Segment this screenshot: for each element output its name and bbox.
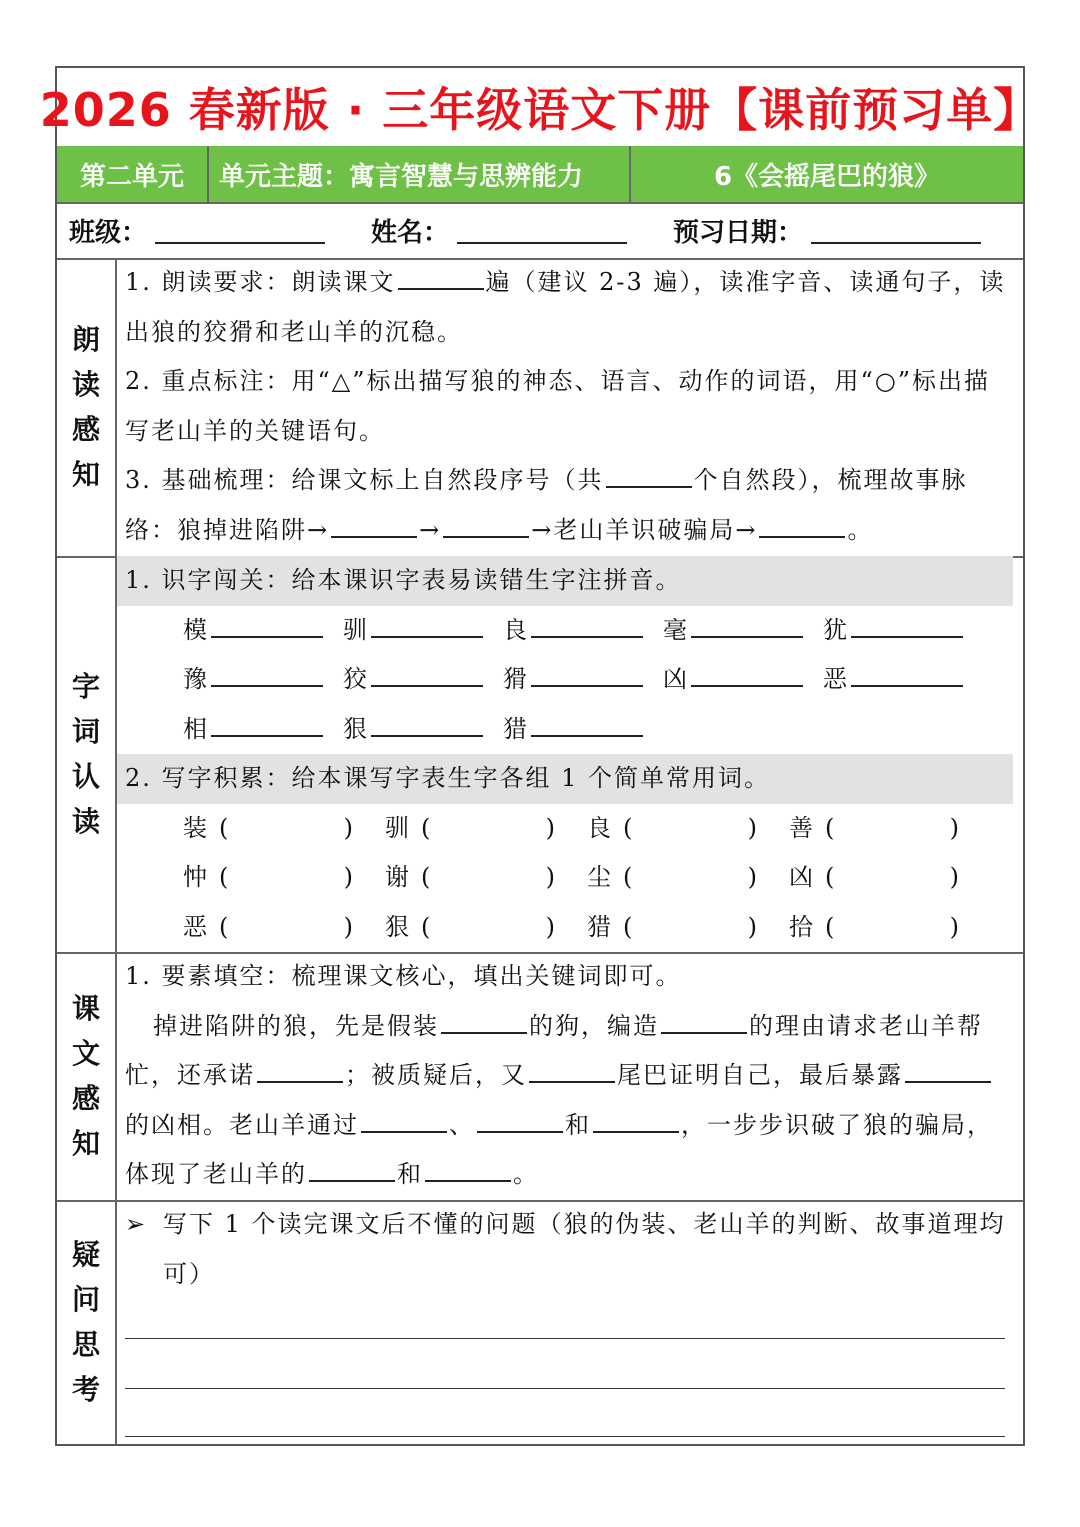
pinyin-blank[interactable] — [371, 614, 483, 638]
section-label-char: 感 — [71, 1082, 100, 1115]
paren-close: ) — [949, 863, 961, 891]
word-char: 尘 — [587, 863, 613, 891]
text-content — [125, 952, 1013, 1200]
pinyin-blank[interactable] — [531, 713, 643, 737]
word-group-cell[interactable] — [789, 853, 991, 903]
section-label-char: 文 — [71, 1037, 100, 1070]
fill-blank[interactable] — [477, 1109, 563, 1133]
pinyin-char: 相 — [183, 714, 209, 743]
pinyin-char: 豫 — [183, 665, 209, 693]
word-char: 良 — [587, 813, 613, 842]
plot-blank-1[interactable] — [331, 514, 417, 538]
paren-close: ) — [545, 863, 557, 891]
section-label-char: 朗 — [71, 323, 100, 356]
answer-line-1[interactable] — [125, 1338, 1005, 1339]
pinyin-blank[interactable] — [851, 614, 963, 638]
unit-theme: 单元主题：寓言智慧与思辨能力 — [209, 146, 631, 202]
section-reading — [57, 258, 1023, 558]
paren-close: ) — [545, 813, 557, 842]
reading-item-1-text: 1. 朗读要求：朗读课文 — [125, 268, 396, 296]
word-char: 谢 — [385, 863, 411, 891]
word-group-cell[interactable] — [587, 853, 789, 903]
paren-close: ) — [949, 912, 961, 941]
question-prompt: 写下 1 个读完课文后不懂的问题（狼的伪装、老山羊的判断、故事道理均可） — [163, 1210, 1006, 1288]
answer-line-2[interactable] — [125, 1388, 1005, 1389]
section-label-char: 词 — [71, 715, 100, 748]
word-char: 狠 — [385, 912, 411, 941]
fill-text: 和 — [565, 1110, 591, 1139]
words-item-1: 1. 识字闯关：给本课识字表易读错生字注拼音。 — [117, 556, 1013, 606]
pinyin-grid — [125, 606, 1013, 755]
plot-blank-3[interactable] — [759, 514, 845, 538]
section-label-char: 读 — [71, 368, 100, 401]
section-label-reading — [57, 258, 117, 556]
pinyin-blank[interactable] — [531, 663, 643, 687]
paren-open: ( — [825, 863, 837, 891]
fill-text: 掉进陷阱的狼，先是假装 — [153, 1011, 439, 1040]
reading-item-3-text: 3. 基础梳理：给课文标上自然段序号（共 — [125, 466, 604, 494]
paren-open: ( — [623, 813, 635, 842]
text-fill-paragraph — [125, 1002, 1013, 1200]
pinyin-blank[interactable] — [211, 614, 323, 638]
pinyin-char: 狠 — [343, 714, 369, 743]
word-char: 装 — [183, 813, 209, 842]
word-group-grid — [125, 804, 1013, 953]
word-group-cell[interactable] — [183, 903, 385, 953]
word-group-cell[interactable] — [587, 804, 789, 854]
word-group-cell[interactable] — [385, 804, 587, 854]
paren-close: ) — [545, 912, 557, 941]
fill-text: 、 — [449, 1110, 475, 1139]
words-item-2: 2. 写字积累：给本课写字表生字各组 1 个简单常用词。 — [117, 754, 1013, 804]
fill-blank[interactable] — [441, 1010, 527, 1034]
paren-open: ( — [623, 863, 635, 891]
fill-text: 。 — [513, 1160, 539, 1188]
pinyin-char: 毫 — [663, 615, 689, 644]
pinyin-char: 猾 — [503, 665, 529, 693]
pinyin-cell — [343, 655, 503, 705]
preview-sheet — [39, 66, 1041, 1446]
pinyin-cell — [183, 655, 343, 705]
pinyin-blank[interactable] — [211, 713, 323, 737]
plot-blank-2[interactable] — [443, 514, 529, 538]
paren-close: ) — [747, 912, 759, 941]
pinyin-char: 狡 — [343, 665, 369, 693]
student-info-row — [57, 202, 1023, 260]
paren-close: ) — [343, 912, 355, 941]
word-char: 恶 — [183, 912, 209, 941]
words-content — [125, 556, 1013, 952]
section-label-char: 知 — [71, 458, 100, 491]
section-question — [57, 1200, 1023, 1444]
section-label-char: 读 — [71, 805, 100, 838]
paren-close: ) — [343, 813, 355, 842]
paren-open: ( — [219, 813, 231, 842]
word-group-cell[interactable] — [789, 804, 991, 854]
paren-open: ( — [825, 912, 837, 941]
pinyin-cell — [503, 606, 663, 656]
pinyin-blank[interactable] — [211, 663, 323, 687]
pinyin-blank[interactable] — [691, 614, 803, 638]
unit-label: 第二单元 — [57, 146, 209, 202]
section-text — [57, 952, 1023, 1202]
pinyin-cell — [823, 606, 983, 656]
paren-open: ( — [825, 813, 837, 842]
pinyin-blank[interactable] — [371, 713, 483, 737]
section-label-char: 字 — [71, 670, 100, 703]
reading-item-3 — [125, 456, 1013, 555]
section-label-char: 考 — [71, 1373, 100, 1406]
pinyin-char: 驯 — [343, 615, 369, 644]
word-group-cell[interactable] — [183, 853, 385, 903]
section-label-text — [57, 952, 117, 1200]
pinyin-cell — [183, 705, 343, 755]
paren-close: ) — [343, 863, 355, 891]
class-field[interactable] — [155, 216, 325, 244]
text-item-1: 1. 要素填空：梳理课文核心，填出关键词即可。 — [125, 962, 682, 990]
pinyin-blank[interactable] — [371, 663, 483, 687]
page-title: 2026 春新版 · 三年级语文下册【课前预习单】 — [57, 68, 1023, 148]
word-group-cell[interactable] — [385, 853, 587, 903]
word-group-cell[interactable] — [183, 804, 385, 854]
pinyin-blank[interactable] — [851, 663, 963, 687]
reading-item-1 — [125, 258, 1013, 357]
paren-close: ) — [747, 813, 759, 842]
fill-blank[interactable] — [661, 1010, 747, 1034]
word-char: 善 — [789, 813, 815, 842]
pinyin-blank[interactable] — [691, 663, 803, 687]
section-label-char: 知 — [71, 1127, 100, 1160]
paren-open: ( — [421, 813, 433, 842]
fill-text: 和 — [397, 1160, 423, 1188]
pinyin-char: 猎 — [503, 714, 529, 743]
section-label-question — [57, 1200, 117, 1444]
paren-open: ( — [421, 912, 433, 941]
fill-text: ，一步步识破了狼的骗局，体现了老山羊的 — [125, 1110, 993, 1188]
fill-text: 尾巴证明自己，最后暴露 — [617, 1061, 903, 1089]
section-label-char: 疑 — [71, 1238, 100, 1271]
section-label-char: 感 — [71, 413, 100, 446]
word-group-cell[interactable] — [789, 903, 991, 953]
pinyin-char: 良 — [503, 615, 529, 644]
name-label: 姓名： — [371, 217, 450, 248]
pinyin-cell — [503, 705, 663, 755]
word-group-cell[interactable] — [587, 903, 789, 953]
reading-item-1-text-cont: 遍（建议 2-3 遍），读准字音、读通句子，读出狼的狡猾和老山羊的沉稳。 — [125, 268, 1006, 346]
pinyin-char: 恶 — [823, 665, 849, 693]
fill-blank[interactable] — [257, 1059, 343, 1083]
answer-line-3[interactable] — [125, 1436, 1005, 1437]
paren-close: ) — [747, 863, 759, 891]
word-char: 驯 — [385, 813, 411, 842]
fill-text: ；被质疑后，又 — [345, 1061, 527, 1089]
fill-blank[interactable] — [905, 1059, 991, 1083]
section-label-char: 问 — [71, 1283, 100, 1316]
section-label-char: 思 — [71, 1328, 100, 1361]
period-text: 。 — [847, 515, 874, 544]
question-content — [125, 1200, 1013, 1299]
section-words — [57, 556, 1023, 954]
pinyin-cell — [663, 655, 823, 705]
times-blank[interactable] — [398, 266, 484, 290]
word-char: 拾 — [789, 912, 815, 941]
fill-blank[interactable] — [425, 1158, 511, 1182]
pinyin-cell — [663, 606, 823, 656]
pinyin-char: 犹 — [823, 615, 849, 644]
fill-blank[interactable] — [309, 1158, 395, 1182]
pinyin-cell — [343, 705, 503, 755]
fill-blank[interactable] — [361, 1109, 447, 1133]
arrow-bullet-icon: ➢ — [125, 1210, 148, 1238]
word-char: 猎 — [587, 912, 613, 941]
fill-text: 的狗，编造 — [529, 1011, 659, 1040]
reading-content — [125, 258, 1013, 555]
paren-open: ( — [623, 912, 635, 941]
pinyin-cell — [183, 606, 343, 656]
name-field[interactable] — [457, 216, 627, 244]
fill-text: 的理由请求老山羊帮忙，还承诺 — [125, 1011, 983, 1089]
lesson-title: 6《会摇尾巴的狼》 — [713, 161, 941, 192]
fill-blank[interactable] — [529, 1059, 615, 1083]
section-label-char: 认 — [71, 760, 100, 793]
word-char: 凶 — [789, 863, 815, 891]
date-label: 预习日期： — [673, 217, 804, 248]
class-label: 班级： — [69, 217, 148, 248]
paragraph-count-blank[interactable] — [606, 464, 692, 488]
unit-header-band — [57, 146, 1023, 204]
paren-open: ( — [219, 912, 231, 941]
pinyin-blank[interactable] — [531, 614, 643, 638]
word-group-cell[interactable] — [385, 903, 587, 953]
pinyin-cell — [343, 606, 503, 656]
reading-item-3-text-cont: 个自然段），梳理故事脉络：狼掉进陷阱→ — [125, 466, 968, 544]
paren-open: ( — [421, 863, 433, 891]
arrow-text: → — [419, 515, 442, 544]
fill-blank[interactable] — [593, 1109, 679, 1133]
reading-item-2: 2. 重点标注：用“△”标出描写狼的神态、语言、动作的词语，用“○”标出描写老山羊的关键语句。 — [125, 367, 991, 445]
section-label-char: 课 — [71, 992, 100, 1025]
reading-item-3-text-cont: →老山羊识破骗局→ — [531, 515, 758, 544]
pinyin-char: 凶 — [663, 665, 689, 693]
paren-close: ) — [949, 813, 961, 842]
fill-text: 的凶相。老山羊通过 — [125, 1110, 359, 1139]
paren-open: ( — [219, 863, 231, 891]
pinyin-cell — [823, 655, 983, 705]
pinyin-cell — [503, 655, 663, 705]
date-field[interactable] — [811, 216, 981, 244]
word-char: 忡 — [183, 863, 209, 891]
section-label-words — [57, 556, 117, 952]
pinyin-char: 模 — [183, 615, 209, 644]
